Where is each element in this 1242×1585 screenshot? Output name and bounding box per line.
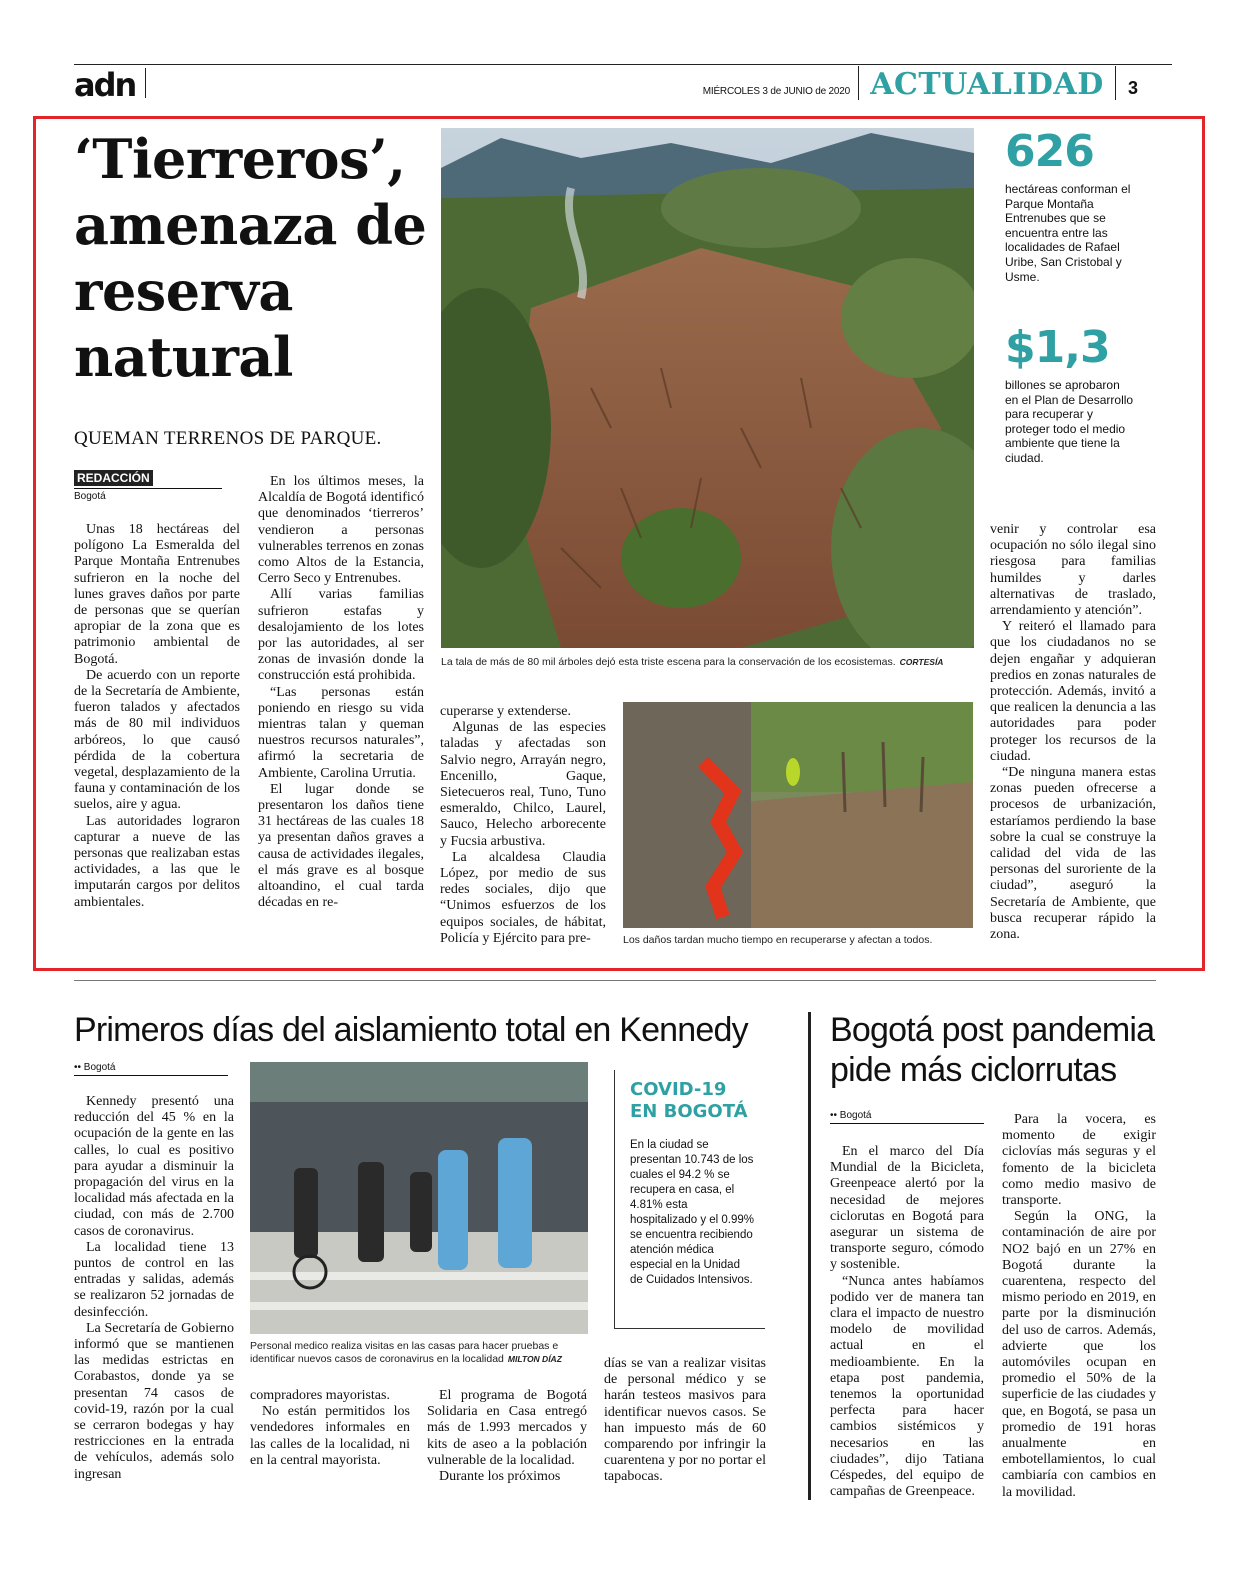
kennedy-street-photo: [250, 1062, 588, 1334]
paragraph: Durante los próximos: [439, 1469, 561, 1485]
paragraph: Para la vocera, es momento de exigir ciclovías más seguras y el fomento de la bicicleta como medio masivo de transporte.: [1002, 1112, 1156, 1209]
stat-budget-text: billones se aprobaron en el Plan de Desarrollo para recuperar y proteger todo el medio ambiente que tiene la ciudad.: [1005, 378, 1134, 465]
paragraph: Unas 18 hectáreas del polígono La Esmeralda del Parque Montaña Entrenubes sufrieron en la noche del lunes graves daños por parte de personas que se querían apropiar de la zona que es patrimonio ambiental de Bogotá.: [74, 522, 240, 667]
section-label: ACTUALIDAD: [858, 66, 1116, 100]
main-col-2: [258, 474, 424, 911]
paragraph: Kennedy presentó una reducción del 45 % en la ocupación de la gente en las calles, lo cual es positivo para ayudar a disminuir la propagación del virus en la localidad más afectada en la ciudad, con más de 2.700 casos de coronavirus.: [74, 1094, 234, 1239]
photo1-caption: [441, 656, 981, 669]
byline-tag: REDACCIÓN: [74, 470, 153, 486]
caption-text: Personal medico realiza visitas en las casas para hacer pruebas e identificar nuevos casos de coronavirus en la localidad: [250, 1340, 559, 1365]
main-kicker: QUEMAN TERRENOS DE PARQUE.: [74, 428, 382, 449]
photo-credit: MILTON DÍAZ: [507, 1354, 562, 1364]
kennedy-col-4: [604, 1356, 766, 1486]
paragraph: cuperarse y extenderse.: [440, 704, 571, 719]
bike-location: •• Bogotá: [830, 1110, 872, 1121]
section-divider: [74, 980, 1156, 981]
paragraph: La Secretaría de Gobierno informó que se mantienen las medidas estrictas en Corabastos, donde ya se presentan 74 casos de covid-19, razón por la cual se cerraron bodegas y hay restricciones en la entrada de vehículos, además solo ingresan: [74, 1320, 234, 1482]
paragraph: La alcaldesa Claudia López, por medio de sus redes sociales, dijo que “Unimos esfuerzos de los equipos sociales, de hábitat, Policía y Ejército para pre-: [440, 849, 606, 946]
paragraph: “Nunca antes habíamos podido ver de manera tan clara el impacto de nuestro modelo de movilidad actual en el medioambiente. En la etapa post pandemia, tenemos la oportunidad perfecta para hacer cambios sistémicos y necesarios en las ciudades”, dijo Tatiana Céspedes, del equipo de campañas de Greenpeace.: [830, 1273, 984, 1500]
paragraph: Las autoridades lograron capturar a nueve de las personas que realizaban estas actividades, a las que le imputarán cargos por delitos ambientales.: [74, 813, 240, 910]
paragraph: Según la ONG, la contaminación de aire por NO2 bajó en un 27% en Bogotá durante la cuarentena, respecto del mismo periodo en 2019, en parte por la disminución del uso de carros. Además, advierte que los automóviles ocupan en promedio el 50% de la superficie de las ciudades y que, en Bogotá, se pasa un promedio de 191 horas anualmente en embotellamientos, lo cual cambiaría con cambios en la movilidad.: [1002, 1209, 1156, 1500]
covid-text: En la ciudad se presentan 10.743 de los cuales el 94.2 % se recupera en casa, el 4.81% esta hospitalizado y el 0.99% se encuentra recibiendo atención médica especial en la Unidad de Cuidados Intensivos.: [630, 1139, 755, 1286]
paragraph: De acuerdo con un reporte de la Secretaría de Ambiente, fueron talados y afectados más de 80 mil individuos arbóreos, lo que causó pérdida de la cobertura vegetal, desplazamiento de la fauna y contaminación de los suelos, aire y agua.: [74, 667, 240, 813]
paragraph: El programa de Bogotá Solidaria en Casa entregó más de 1.993 mercados y kits de aseo a la población vulnerable de la localidad.: [427, 1388, 587, 1468]
stat-budget-value: $1,3: [1005, 322, 1110, 373]
kennedy-location-rule: [74, 1075, 228, 1076]
main-col-4: [990, 522, 1156, 943]
paragraph: La localidad tiene 13 puntos de control en las entradas y salidas, además se realizaron 52 jornadas de desinfección.: [74, 1239, 234, 1320]
paragraph: compradores mayoristas.: [250, 1388, 390, 1403]
issue-date: MIÉRCOLES 3 de JUNIO de 2020: [702, 86, 850, 97]
masthead-rule: [74, 64, 1172, 65]
byline-location: Bogotá: [74, 491, 106, 502]
adn-logo: adn: [74, 68, 146, 98]
kennedy-location: •• Bogotá: [74, 1062, 116, 1073]
main-col-3: [440, 704, 606, 947]
paragraph: El lugar donde se presentaron los daños tiene 31 hectáreas de las cuales 18 ya presentan daños graves a causa de actividades ilegales, el más grave es al bosque altoandino, el cual tarda décadas en re-: [258, 781, 424, 911]
covid-title: COVID-19 EN BOGOTÁ: [630, 1079, 748, 1122]
photo2-caption: Los daños tardan mucho tiempo en recuperarse y afectan a todos.: [623, 934, 933, 946]
bike-col-2: [1002, 1112, 1156, 1501]
paragraph: En los últimos meses, la Alcaldía de Bogotá identificó que denominados ‘tierreros’ vendieron a personas vulnerables terrenos en zonas como Altos de la Estancia, Cerro Seco y Entrenubes.: [258, 474, 424, 587]
paragraph: Allí varias familias sufrieron estafas y desalojamiento de los lotes por las autoridades, al ser zonas de invasión donde la construcción está prohibida.: [258, 587, 424, 684]
kennedy-col-3: [427, 1388, 587, 1485]
column-rule: [808, 1012, 811, 1500]
paragraph: “Las personas están poniendo en riesgo su vida mientras talan y queman nuestros recursos naturales”, afirmó la secretaria de Ambiente, Carolina Urrutia.: [258, 684, 424, 781]
page-number: 3: [1128, 78, 1139, 98]
paragraph: Algunas de las especies taladas y afectadas son Salvio negro, Arrayán negro, Encenillo, Gaque, Sietecueros real, Tuno, Tuno esmeraldo, Chilco, Laurel, Sauco, Helecho arborecente y Fucsia arbustiva.: [440, 720, 606, 849]
paragraph: venir y controlar esa ocupación no sólo ilegal sino riesgosa para familias humildes y darles alternativas de traslado, arrendamiento y atención”.: [990, 522, 1156, 619]
cut-tree-photo: [623, 702, 973, 928]
paragraph: días se van a realizar visitas de personal médico y se harán testeos masivos para identificar nuevos casos. Se han impuesto más de 60 comparendo por infringir la cuarentena y por no portar el tapabocas.: [604, 1356, 766, 1485]
paragraph: En el marco del Día Mundial de la Bicicleta, Greenpeace alertó por la necesidad de mejores ciclorutas en Bogotá para asegurar un sistema de transporte seguro, cómodo y sostenible.: [830, 1144, 984, 1273]
bike-col-1: [830, 1144, 984, 1500]
kennedy-col-1: [74, 1094, 234, 1483]
caption-text: La tala de más de 80 mil árboles dejó esta triste escena para la conservación de los ecosistemas.: [441, 656, 896, 668]
main-headline: ‘Tierreros’, amenaza de reserva natural: [74, 127, 427, 389]
kennedy-col-2: [250, 1388, 410, 1469]
deforested-hillside-photo: [441, 128, 974, 648]
byline-rule: [74, 488, 222, 489]
kennedy-headline: Primeros días del aislamiento total en Kennedy: [74, 1011, 748, 1049]
paragraph: “De ninguna manera estas zonas pueden ofrecerse a procesos de urbanización, estaríamos perdiendo la base sobre la cual se construye la calidad del vida de las personas del suroriente de la ciudad”, aseguró la Secretaría de Ambiente, que busca recuperar rápido la zona.: [990, 765, 1156, 943]
stat-hectares-value: 626: [1005, 126, 1094, 177]
bike-headline: Bogotá post pandemia pide más ciclorrutas: [830, 1011, 1155, 1089]
bike-location-rule: [830, 1123, 984, 1124]
kennedy-photo-caption: [250, 1340, 600, 1366]
stat-hectares-text: hectáreas conforman el Parque Montaña Entrenubes que se encuentra entre las localidades de Rafael Uribe, San Cristobal y Usme.: [1005, 182, 1131, 284]
paragraph: Y reiteró el llamado para que los ciudadanos no se dejen engañar y adquieran predios en zonas naturales de protección. Además, invitó a que realicen la denuncia a las autoridades para poder proteger los recursos de la ciudad.: [990, 619, 1156, 764]
main-col-1: [74, 522, 240, 911]
paragraph: No están permitidos los vendedores informales en las calles de la localidad, ni en la central mayorista.: [250, 1404, 410, 1468]
photo-credit: CORTESÍA: [899, 657, 944, 667]
